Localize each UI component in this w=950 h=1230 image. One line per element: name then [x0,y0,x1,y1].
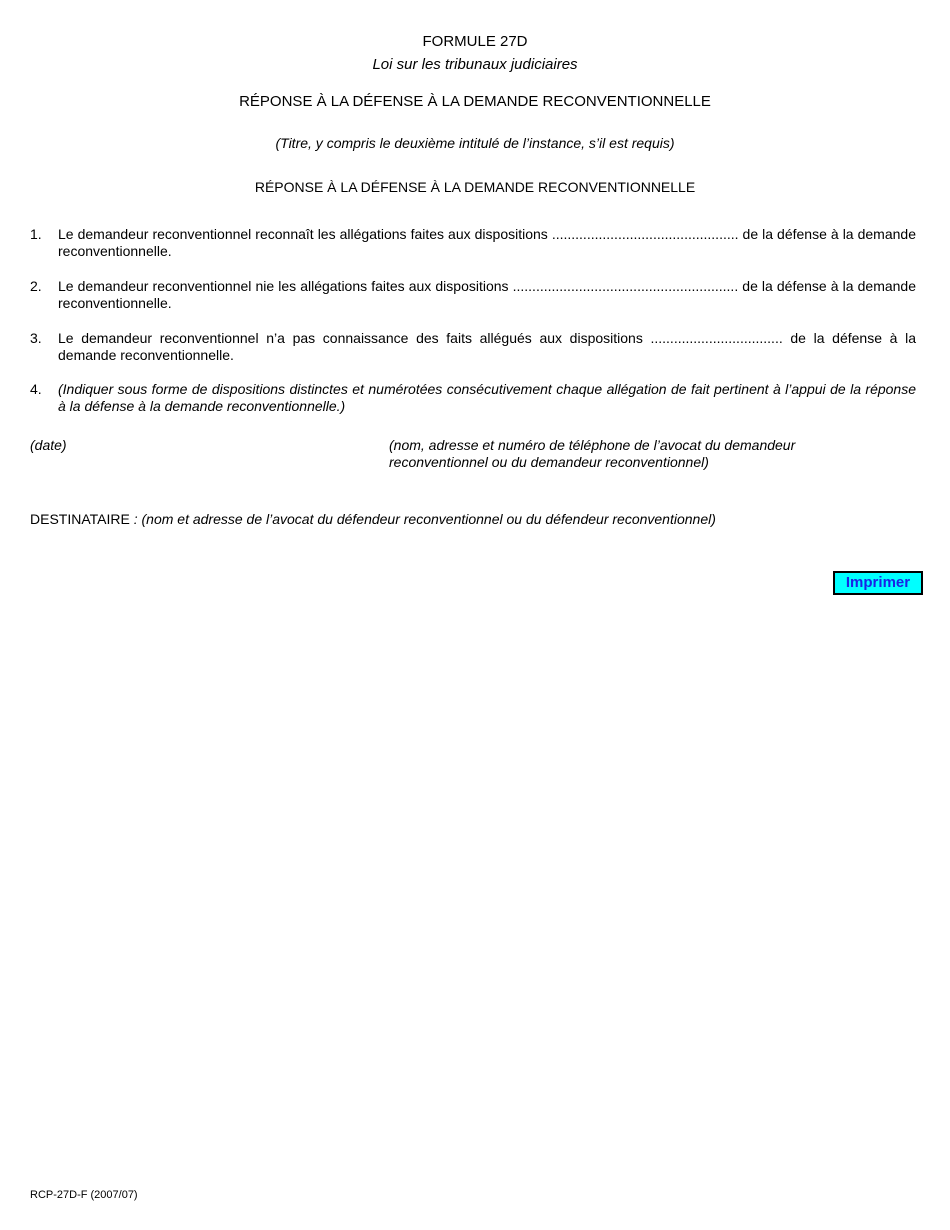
act-name: Loi sur les tribunaux judiciaires [372,56,578,73]
paragraph-1 [30,226,916,260]
recipient-line [30,511,716,527]
recipient-note: : (nom et adresse de l’avocat du défendeur reconventionnel ou du défendeur reconventionnel) [129,511,716,527]
paragraph-4 [30,381,916,415]
paragraph-text: (Indiquer sous forme de dispositions distinctes et numérotées consécutivement chaque allégation de fait pertinent à l’appui de la réponse à la défense à la demande reconventionnelle.) [58,381,916,414]
paragraph-number: 3. [30,330,42,346]
paragraph-number: 4. [30,381,42,397]
paragraph-text: Le demandeur reconventionnel nie les allégations faites aux dispositions .......................................................... de la défense à la demande reconventionnelle. [58,278,916,311]
recipient-label: DESTINATAIRE [30,511,130,527]
sub-title: RÉPONSE À LA DÉFENSE À LA DEMANDE RECONVENTIONNELLE [254,179,696,195]
paragraph-number: 1. [30,226,42,242]
paragraph-2 [30,278,916,312]
form-code: RCP-27D-F (2007/07) [30,1189,138,1201]
date-label: (date) [30,437,67,453]
paragraph-3 [30,330,916,364]
form-number: FORMULE 27D [422,33,528,50]
paragraph-text: Le demandeur reconventionnel reconnaît les allégations faites aux dispositions ................................................ de la défense à la demande reconventionnelle. [58,226,916,259]
lawyer-info-label: (nom, adresse et numéro de téléphone de l’avocat du demandeur reconventionnel ou du demandeur reconventionnel) [389,437,796,470]
print-button[interactable]: Imprimer [833,571,923,595]
paragraph-text: Le demandeur reconventionnel n’a pas connaissance des faits allégués aux dispositions .................................. de la défense à la demande reconventionnelle. [58,330,916,363]
paragraph-number: 2. [30,278,42,294]
title-note: (Titre, y compris le deuxième intitulé de l’instance, s’il est requis) [275,135,675,151]
main-title: RÉPONSE À LA DÉFENSE À LA DEMANDE RECONVENTIONNELLE [239,93,711,110]
